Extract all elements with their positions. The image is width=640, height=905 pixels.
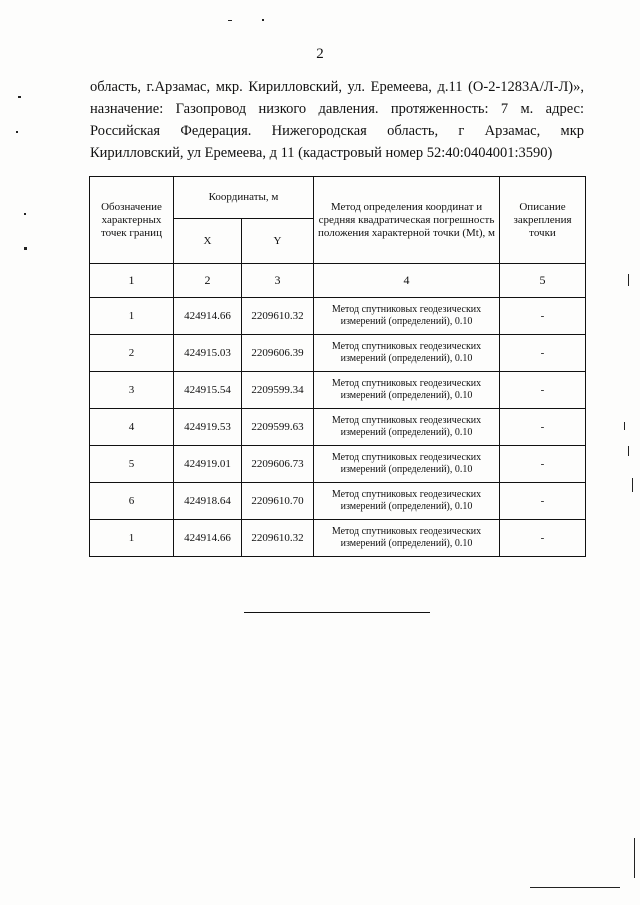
table-row (90, 483, 586, 520)
page-number: 2 (316, 46, 324, 62)
header-point: Обозначение характерных точек границ (90, 177, 174, 264)
intro-line: область, г.Арзамас, мкр. Кирилловский, ул. Еремеева, д.11 (О-2-1283А/Л-Л)», (90, 79, 584, 95)
table-row (90, 298, 586, 335)
closing-rule (244, 612, 430, 613)
cell-x: 424914.66 (174, 520, 242, 557)
intro-line: Кирилловский, ул Еремеева, д 11 (кадастровый номер 52:40:0404001:3590) (90, 145, 553, 161)
cell-x: 424914.66 (174, 298, 242, 335)
cell-description: - (500, 372, 586, 409)
cell-description: - (500, 298, 586, 335)
cell-y: 2209599.63 (242, 409, 314, 446)
table-row (90, 335, 586, 372)
intro-line: Российская Федерация. Нижегородская область, г Арзамас, мкр (90, 123, 584, 139)
cell-method: Метод спутниковых геодезических измерений (определений), 0.10 (314, 483, 500, 520)
cell-description: - (500, 335, 586, 372)
cell-method: Метод спутниковых геодезических измерений (определений), 0.10 (314, 335, 500, 372)
header-description: Описание закрепления точки (500, 177, 586, 264)
cell-point: 1 (90, 298, 174, 335)
cell-x: 424919.53 (174, 409, 242, 446)
cell-method: Метод спутниковых геодезических измерений (определений), 0.10 (314, 372, 500, 409)
scan-speck (628, 274, 629, 286)
column-number: 2 (174, 264, 242, 298)
cell-y: 2209599.34 (242, 372, 314, 409)
cell-point: 5 (90, 446, 174, 483)
cell-description: - (500, 446, 586, 483)
scan-speck (530, 887, 620, 888)
column-number: 5 (500, 264, 586, 298)
scan-speck (624, 422, 625, 430)
cell-x: 424915.03 (174, 335, 242, 372)
cell-description: - (500, 520, 586, 557)
cell-x: 424915.54 (174, 372, 242, 409)
column-number: 1 (90, 264, 174, 298)
cell-point: 2 (90, 335, 174, 372)
cell-description: - (500, 409, 586, 446)
cell-x: 424919.01 (174, 446, 242, 483)
cell-method: Метод спутниковых геодезических измерений (определений), 0.10 (314, 298, 500, 335)
cell-method: Метод спутниковых геодезических измерений (определений), 0.10 (314, 520, 500, 557)
cell-point: 1 (90, 520, 174, 557)
header-x: X (174, 219, 242, 264)
column-number: 3 (242, 264, 314, 298)
cell-point: 4 (90, 409, 174, 446)
scan-speck (632, 478, 633, 492)
cell-y: 2209606.73 (242, 446, 314, 483)
table-row (90, 446, 586, 483)
cell-method: Метод спутниковых геодезических измерений (определений), 0.10 (314, 446, 500, 483)
table-row (90, 372, 586, 409)
scan-speck (24, 213, 26, 215)
column-number: 4 (314, 264, 500, 298)
table-row (90, 409, 586, 446)
cell-method: Метод спутниковых геодезических измерений (определений), 0.10 (314, 409, 500, 446)
coordinates-table (89, 176, 586, 557)
cell-y: 2209606.39 (242, 335, 314, 372)
header-y: Y (242, 219, 314, 264)
intro-line: назначение: Газопровод низкого давления. протяженность: 7 м. адрес: (90, 101, 584, 117)
cell-point: 3 (90, 372, 174, 409)
cell-x: 424918.64 (174, 483, 242, 520)
scan-speck (18, 96, 21, 98)
header-coordinates: Координаты, м (174, 177, 314, 219)
cell-y: 2209610.32 (242, 520, 314, 557)
scan-speck (634, 838, 635, 878)
cell-y: 2209610.70 (242, 483, 314, 520)
cell-point: 6 (90, 483, 174, 520)
scan-speck (262, 19, 264, 21)
intro-paragraph (90, 76, 584, 164)
cell-y: 2209610.32 (242, 298, 314, 335)
scan-speck (24, 247, 27, 250)
cell-description: - (500, 483, 586, 520)
scan-speck (228, 20, 232, 21)
scan-speck (628, 446, 629, 456)
scan-speck (16, 131, 18, 133)
table-row (90, 520, 586, 557)
header-method: Метод определения координат и средняя квадратическая погрешность положения характерной точки (Mt), м (314, 177, 500, 264)
